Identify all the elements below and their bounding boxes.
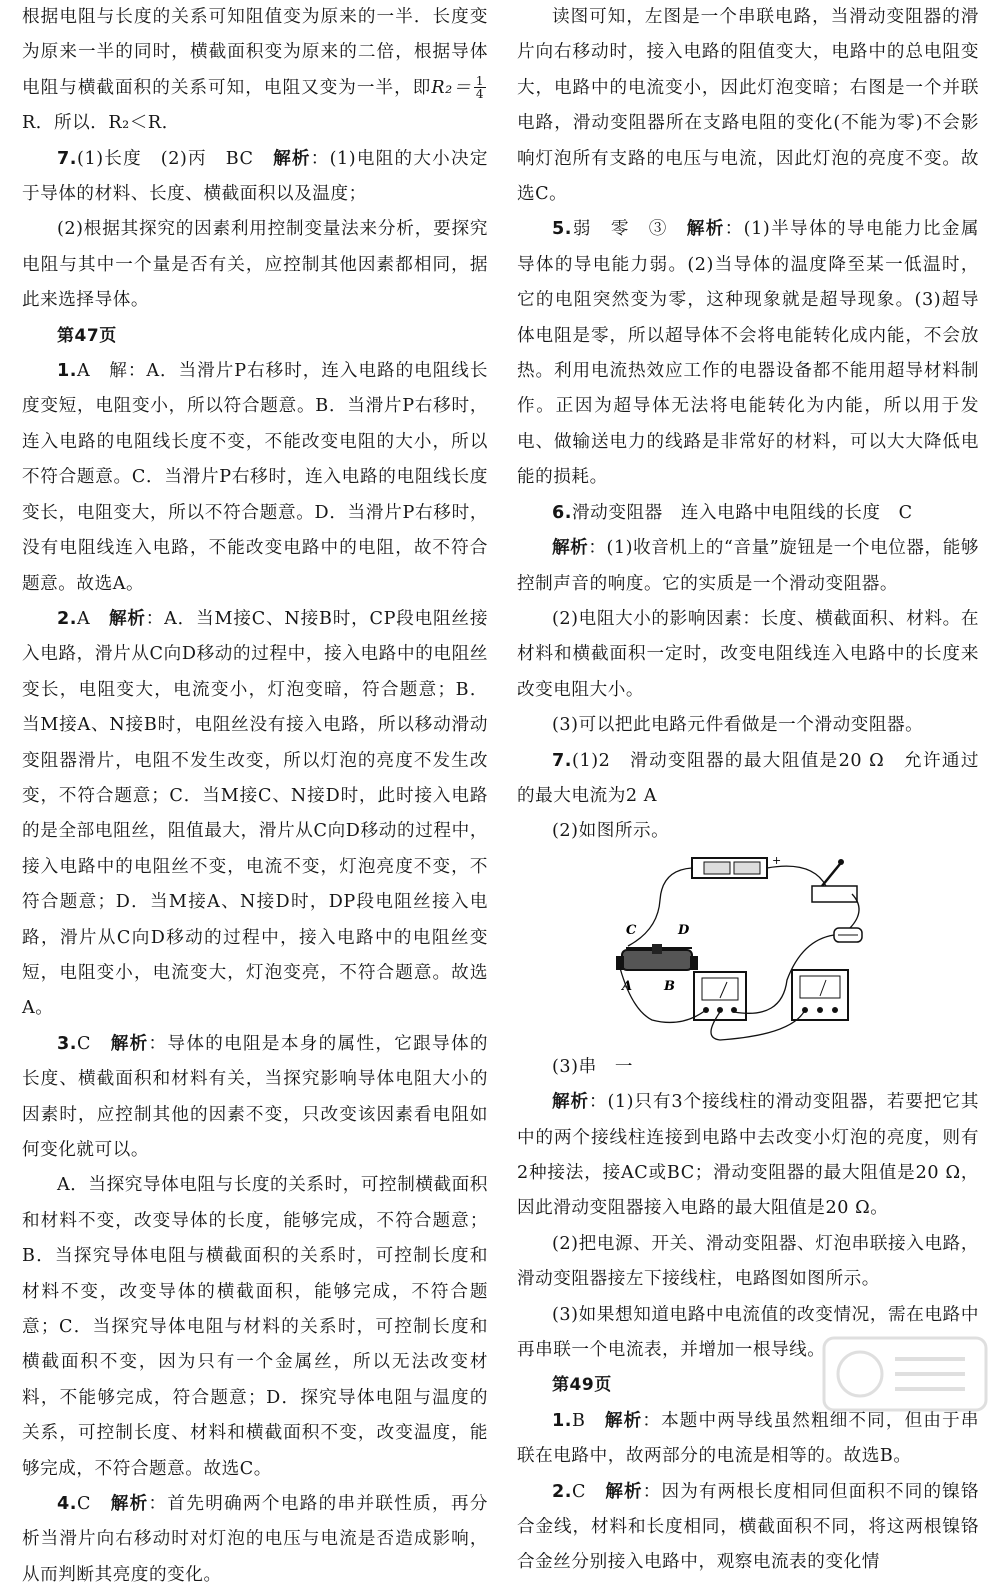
battery-plus-label: +: [772, 853, 782, 867]
question-2: [517, 1475, 979, 1581]
question-number: 7.: [57, 148, 78, 169]
terminal-label-d: D: [678, 922, 690, 938]
fraction: [474, 75, 486, 100]
analysis-text: ：本题中两导线虽然粗细不同，但由于串联在电路中，故两部分的电流是相等的。故选B。: [517, 1410, 979, 1467]
analysis-label: 解析: [604, 1410, 643, 1431]
left-column: [22, 0, 488, 1593]
analysis-text: 解：A．当滑片P右移时，连入电路的电阻线长度变短，电阻变小，所以符合题意。B．当滑片P右移时，连入电路的电阻线长度不变，不能改变电阻的大小，所以不符合题意。C．当滑片P右移时，连入电路的电阻线长度变长，电阻变大，所以不符合题意。D．当滑片P右移时，没有电阻线连入电路，不能改变电路中的电阻，故不符合题意。故选A。: [22, 361, 488, 594]
analysis-text: ：(1)收音机上的“音量”旋钮是一个电位器，能够控制声音的响度。它的实质是一个滑动变阻器。: [517, 538, 979, 594]
analysis-text: ：(1)只有3个接线柱的滑动变阻器，若要把它其中的两个接线柱连接到电路中去改变小灯泡的亮度，则有2种接法，接AC或BC；滑动变阻器的最大阻值是20 Ω，因此滑动变阻器接入电路的最大阻值是20 Ω。: [517, 1092, 979, 1219]
question-3: [22, 1027, 488, 1169]
question-answer: (1)长度 (2)丙 BC: [77, 148, 274, 169]
question-answer: C: [77, 1494, 111, 1515]
fraction-denominator: 4: [475, 87, 484, 102]
analysis-text: ：因为有两根长度相同但面积不同的镍铬合金线，材料和长度相同，横截面积不同，将这两根镍铬合金丝分别接入电路中，观察电流表的变化情: [517, 1481, 980, 1573]
question-number: 1.: [552, 1410, 573, 1431]
question-answer: (1)2 滑动变阻器的最大阻值是20 Ω 允许通过的最大电流为2 A: [517, 750, 979, 806]
question-number: 7.: [552, 750, 573, 771]
question-7: [22, 142, 488, 213]
question-number: 2.: [552, 1481, 573, 1502]
question-number: 2.: [57, 608, 78, 629]
question-7-part-2: (2)根据其探究的因素利用控制变量法来分析，要探究电阻与其中一个量是否有关，应控制其他因素都相同，据此来选择导体。: [22, 219, 488, 311]
question-answer: 弱 零 ③: [572, 219, 687, 240]
question-7-part-3: (3)串 一: [552, 1056, 634, 1077]
question-answer: A: [77, 608, 109, 629]
analysis-label: 解析: [108, 608, 146, 629]
question-7-part-5: (3)如果想知道电路中电流值的改变情况，需在电路中再串联一个电流表，并增加一根导线。: [517, 1304, 979, 1360]
page-heading-49: 第49页: [552, 1375, 612, 1396]
analysis-label: 解析: [686, 219, 725, 240]
analysis-text: ：A．当M接C、N接B时，CP段电阻丝接入电路，滑片从C向D移动的过程中，接入电路中的电阻丝变长，电阻变大，电流变小，灯泡变暗，符合题意；B．当M接A、N接B时，电阻丝没有接入电路，所以移动滑动变阻器滑片，电阻不发生改变，所以灯泡的亮度不发生改变，不符合题意；C．当M接C、N接D时，此时接入电路的是全部电阻丝，阻值最大，滑片从C向D移动的过程中，接入电路中的电阻丝不变，电流不变，灯泡亮度不变，不符合题意；D．当M接A、N接D时，DP段电阻丝接入电路，滑片从C向D移动的过程中，接入电路中的电阻丝变短，电阻变小，电流变大，灯泡变亮，不符合题意。故选A。: [22, 608, 488, 1019]
question-number: 3.: [57, 1033, 78, 1054]
analysis-label: 解析: [552, 1092, 589, 1113]
terminal-label-c: C: [626, 922, 637, 938]
question-7-part-2: (2)如图所示。: [552, 821, 670, 842]
question-6-part-2: (2)电阻大小的影响因素：长度、横截面积、材料。在材料和横截面积一定时，改变电阻线连入电路中的长度来改变电阻大小。: [517, 608, 979, 700]
question-5: [517, 212, 979, 495]
question-7-analysis: [517, 1085, 979, 1227]
question-answer: C: [572, 1481, 606, 1502]
question-1: [22, 354, 488, 602]
page-heading-47: 第47页: [57, 325, 117, 346]
battery-icon: [692, 858, 767, 878]
analysis-text: ：(1)电阻的大小决定于导体的材料、长度、横截面积以及温度；: [22, 148, 488, 205]
switch-icon: [812, 859, 857, 902]
question-4: [22, 1487, 488, 1593]
question-1: [517, 1404, 979, 1475]
question-number: 1.: [57, 361, 78, 382]
analysis-label: 解析: [605, 1481, 643, 1502]
question-number: 5.: [552, 219, 573, 240]
circuit-figure: [517, 850, 979, 1050]
question-answer: B: [572, 1410, 605, 1431]
analysis-label: 解析: [110, 1033, 149, 1054]
question-number: 6.: [552, 502, 573, 523]
formula-tail: R．所以．R₂＜R．: [22, 113, 180, 134]
analysis-label: 解析: [552, 538, 589, 559]
question-7: [517, 744, 979, 815]
rheostat-icon: [616, 944, 698, 970]
question-number: 4.: [57, 1494, 78, 1515]
question-answer: A: [77, 361, 110, 382]
question-6-analysis: [517, 531, 979, 602]
analysis-label: 解析: [110, 1494, 149, 1515]
analysis-text: ：首先明确两个电路的串并联性质，再分析当滑片向右移动时对灯泡的电压与电流是否造成影响，从而判断其亮度的变化。: [22, 1494, 488, 1585]
formula-lhs: R₂＝: [431, 77, 472, 98]
question-3-part-2: A．当探究导体电阻与长度的关系时，可控制横截面积和材料不变，改变导体的长度，能够完成，不符合题意；B．当探究导体电阻与横截面积的关系时，可控制长度和材料不变，改变导体的横截面积，能够完成，不符合题意；C．当探究导体电阻与材料的关系时，可控制长度和横截面积不变，因为只有一个金属丝，所以无法改变材料，不能够完成，符合题意；D．探究导体电阻与温度的关系，可控制长度、材料和横截面积不变，改变温度，能够完成，不符合题意。故选C。: [22, 1175, 488, 1479]
lamp-icon: [834, 928, 862, 942]
paragraph-text: 根据电阻与长度的关系可知阻值变为原来的一半．长度变为原来一半的同时，横截面积变为原来的二倍，根据导体电阻与横截面积的关系可知，电阻又变为一半，即: [22, 7, 488, 98]
analysis-label: 解析: [273, 148, 311, 169]
question-2: [22, 602, 488, 1027]
terminal-label-b: B: [664, 978, 675, 994]
meter-icon-2: [792, 970, 848, 1020]
question-6-part-3: (3)可以把此电路元件看做是一个滑动变阻器。: [552, 715, 924, 736]
terminal-label-a: A: [622, 978, 633, 994]
question-6: [517, 496, 979, 531]
question-4-continued: 读图可知，左图是一个串联电路，当滑动变阻器的滑片向右移动时，接入电路的阻值变大，电路中的总电阻变大，电路中的电流变小，因此灯泡变暗；右图是一个并联电路，滑动变阻器所在支路电阻的变化(不能为零)不会影响灯泡所有支路的电压与电流，因此灯泡的亮度不变。故选C。: [517, 7, 979, 205]
fraction-numerator: 1: [475, 74, 484, 89]
question-answer: C: [77, 1033, 111, 1054]
question-answer: 滑动变阻器 连入电路中电阻线的长度 C: [572, 502, 913, 523]
analysis-text: ：(1)半导体的导电能力比金属导体的导电能力弱。(2)当导体的温度降至某一低温时，它的电阻突然变为零，这种现象就是超导现象。(3)超导体电阻是零，所以超导体不会将电能转化成内能，不会放热。利用电流热效应工作的电器设备都不能用超导材料制作。正因为超导体无法将电能转化为内能，所以用于发电、做输送电力的线路是非常好的材料，可以大大降低电能的损耗。: [517, 219, 979, 488]
analysis-text: ：导体的电阻是本身的属性，它跟导体的长度、横截面积和材料有关，当探究影响导体电阻大小的因素时，应控制其他的因素不变，只改变该因素看电阻如何变化就可以。: [22, 1033, 488, 1160]
question-7-part-4: (2)把电源、开关、滑动变阻器、灯泡串联接入电路，滑动变阻器接左下接线柱，电路图如图所示。: [517, 1233, 979, 1290]
paragraph-resistance-half: [22, 0, 488, 142]
circuit-diagram: [612, 850, 872, 1045]
watermark-logo: [820, 1334, 990, 1414]
